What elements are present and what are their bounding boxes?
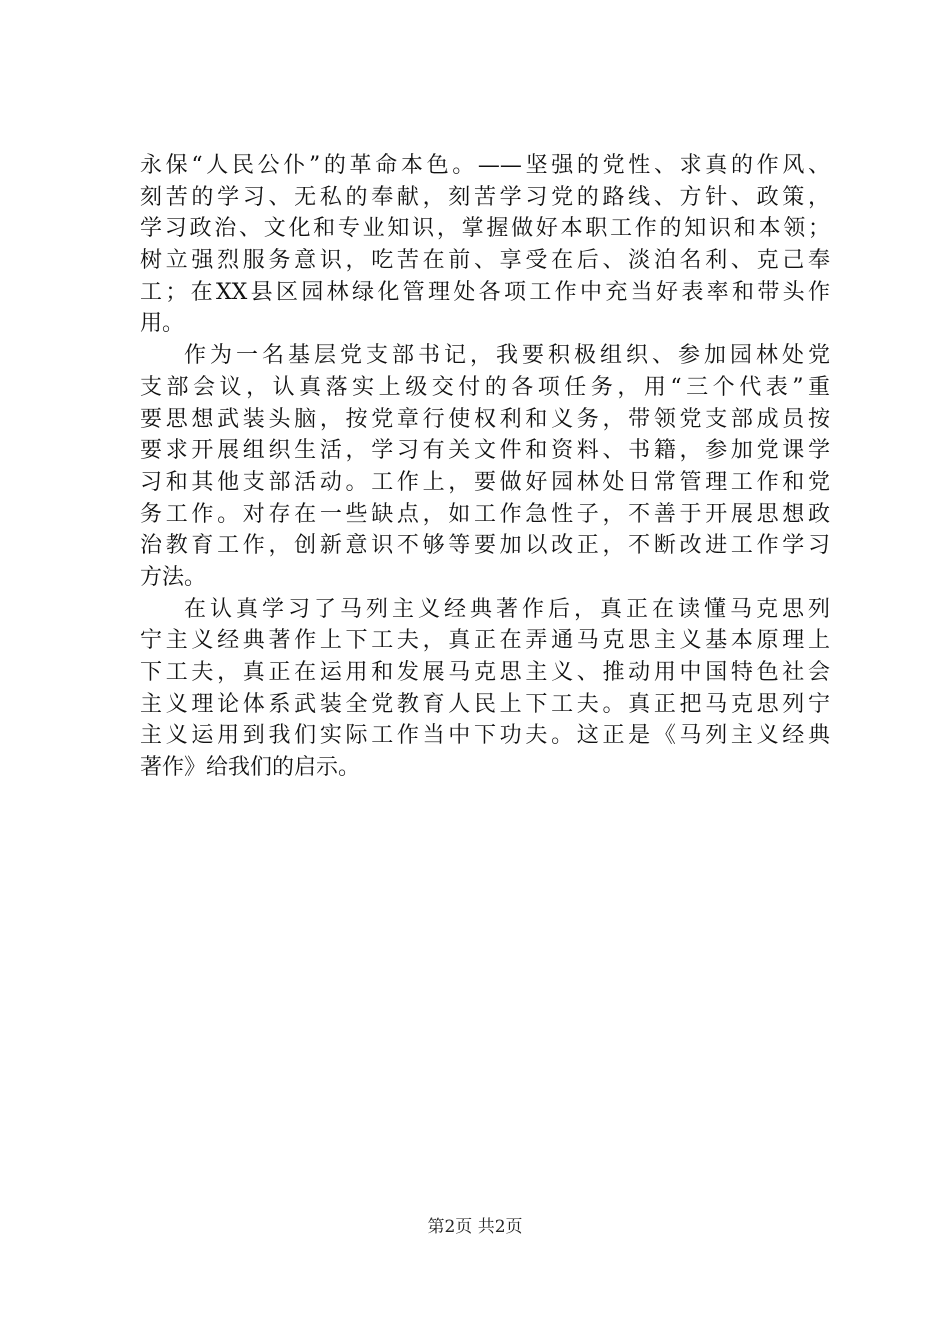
paragraph-3 bbox=[140, 594, 830, 784]
text-line: 要思想武装头脑，按党章行使权利和义务，带领党支部成员按 bbox=[140, 406, 830, 432]
page-number-footer: 第2页 共2页 bbox=[427, 1217, 523, 1237]
text-line: 永保“人民公仆”的革命本色。——坚强的党性、求真的作风、 bbox=[140, 153, 830, 178]
text-line: 要求开展组织生活，学习有关文件和资料、书籍，参加党课学 bbox=[140, 438, 830, 464]
text-line: 主义运用到我们实际工作当中下功夫。这正是《马列主义经典 bbox=[140, 723, 830, 749]
text-line: 宁主义经典著作上下工夫，真正在弄通马克思主义基本原理上 bbox=[140, 628, 830, 654]
text-line: 方法。 bbox=[140, 564, 207, 590]
text-line: 下工夫，真正在运用和发展马克思主义、推动用中国特色社会 bbox=[140, 660, 830, 685]
document-body bbox=[140, 150, 830, 784]
text-line: 作为一名基层党支部书记，我要积极组织、参加园林处党 bbox=[184, 343, 830, 369]
text-line: 工；在XX县区园林绿化管理处各项工作中充当好表率和带头作 bbox=[140, 279, 830, 305]
text-line: 树立强烈服务意识，吃苦在前、享受在后、淡泊名利、克己奉 bbox=[140, 248, 830, 274]
text-line: 习和其他支部活动。工作上，要做好园林处日常管理工作和党 bbox=[140, 469, 830, 495]
text-line: 在认真学习了马列主义经典著作后，真正在读懂马克思列 bbox=[184, 596, 830, 622]
text-line: 治教育工作，创新意识不够等要加以改正，不断改进工作学习 bbox=[140, 533, 830, 559]
text-line: 刻苦的学习、无私的奉献，刻苦学习党的路线、方针、政策， bbox=[140, 184, 830, 210]
paragraph-1 bbox=[140, 150, 830, 340]
text-line: 学习政治、文化和专业知识，掌握做好本职工作的知识和本领； bbox=[140, 216, 830, 242]
text-line: 著作》给我们的启示。 bbox=[140, 755, 361, 781]
text-line: 支部会议，认真落实上级交付的各项任务，用“三个代表”重 bbox=[140, 374, 830, 400]
text-line: 主义理论体系武装全党教育人民上下工夫。真正把马克思列宁 bbox=[140, 691, 830, 717]
text-line: 用。 bbox=[140, 311, 185, 337]
paragraph-2 bbox=[140, 340, 830, 594]
text-line: 务工作。对存在一些缺点，如工作急性子，不善于开展思想政 bbox=[140, 501, 830, 527]
